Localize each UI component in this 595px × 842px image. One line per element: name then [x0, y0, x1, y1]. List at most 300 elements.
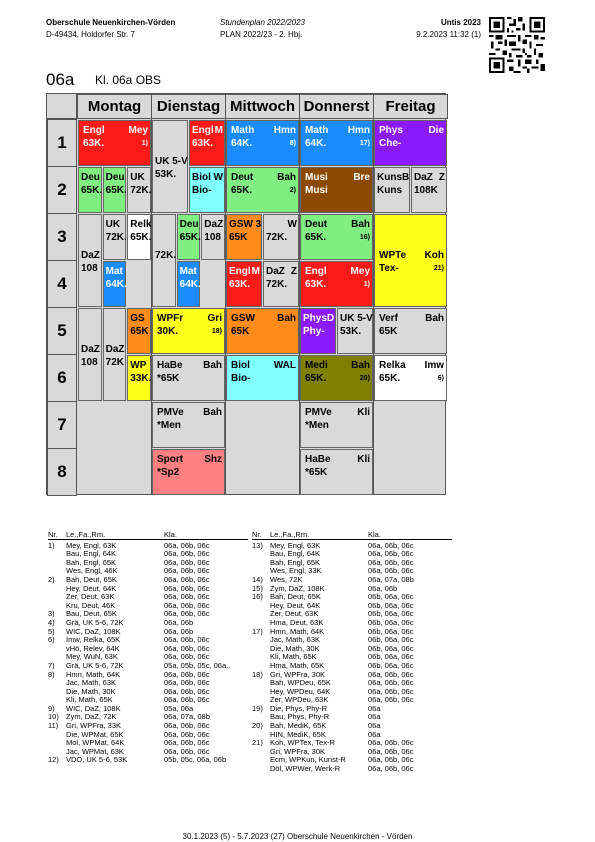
period-header: 3 — [47, 213, 77, 261]
legend-classes: 06a, 06b, 06c — [368, 738, 414, 748]
lesson-cell[interactable] — [152, 402, 225, 448]
legend-teacher: Jac, WPMat, 63K — [66, 746, 124, 756]
plan-period: PLAN 2022/23 - 2. Hbj. — [220, 30, 303, 39]
legend-nr: 12) — [48, 755, 59, 765]
legend-teacher: Zer, Deut, 63K — [66, 592, 115, 602]
legend-nr: 10) — [48, 712, 59, 722]
legend-header-classes: Kla. — [368, 530, 381, 539]
subject: Deu — [179, 219, 199, 230]
room: 53K. — [155, 169, 177, 180]
legend-header-nr: Nr. — [48, 530, 58, 539]
legend-classes: 06b, 06a, 06c — [368, 635, 414, 645]
legend-teacher: Grä, UK 5-6, 72K — [66, 660, 124, 670]
room: 108 — [204, 232, 221, 243]
lesson-cell[interactable] — [78, 120, 151, 166]
room: 64K. — [231, 138, 253, 149]
legend-nr: 3) — [48, 609, 55, 619]
legend-teacher: Jac, Math, 63K — [270, 635, 321, 645]
legend-nr: 13) — [252, 540, 263, 550]
subject: DaZ — [414, 172, 433, 183]
day-header: Freitag — [373, 94, 448, 119]
lesson-cell[interactable] — [374, 308, 447, 354]
legend-teacher: Bau, Phys, Phy-R — [270, 712, 330, 722]
lesson-cell[interactable] — [78, 167, 102, 213]
room: 65K. — [231, 185, 253, 196]
legend-teacher: Die, Math, 30K — [66, 686, 116, 696]
subject: DaZ — [81, 344, 100, 355]
subject: Deut — [305, 219, 328, 230]
legend-classes: 06a, 06b, 06c — [164, 635, 210, 645]
legend-classes: 05b, 05c, 06a, 06b — [164, 755, 227, 765]
subject: DaZ — [204, 219, 224, 230]
period-header: 7 — [47, 401, 77, 449]
lesson-cell[interactable] — [374, 355, 447, 401]
room: 33K. — [130, 373, 152, 384]
room: 65K. — [179, 232, 201, 243]
subject: Deu — [105, 172, 125, 183]
teacher: Imw — [424, 360, 444, 371]
legend-teacher: Hey, WPDeu, 64K — [270, 686, 331, 696]
legend-teacher: Die, Math, 30K — [270, 643, 320, 653]
legend-header-classes: Kla. — [164, 530, 177, 539]
lesson-cell[interactable] — [263, 214, 299, 260]
legend-teacher: Gri, WPFra, 30K — [270, 669, 326, 679]
plan-title: Stundenplan 2022/2023 — [220, 18, 305, 27]
legend-teacher: Kli, Math, 65K — [270, 652, 317, 662]
legend-right — [252, 531, 452, 774]
subject: Math — [231, 125, 255, 136]
legend-nr: 17) — [252, 626, 263, 636]
room: 64K. — [105, 279, 127, 290]
legend-classes: 06a, 06b, 06c — [368, 566, 414, 576]
legend-classes: 06a, 06b, 06c — [164, 609, 210, 619]
room: Tex- — [379, 263, 399, 274]
legend-nr: 5) — [48, 626, 55, 636]
legend-nr: 6) — [48, 635, 55, 645]
lesson-cell[interactable] — [300, 261, 373, 307]
legend-teacher: Gri, WPFra, 33K — [66, 721, 122, 731]
page-footer: 30.1.2023 (5) - 5.7.2023 (27) Oberschule Neuenkirchen - Vörden — [182, 832, 413, 841]
legend-classes: 06b, 06a, 06c — [368, 626, 414, 636]
room: *Men — [157, 420, 181, 431]
legend-teacher: Bah, Engl, 65K — [66, 557, 117, 567]
subject: WPTe — [379, 250, 407, 261]
legend-classes: 06a, 06b, 06c — [164, 746, 210, 756]
legend-nr: 7) — [48, 660, 55, 670]
legend-nr: 20) — [252, 721, 263, 731]
lesson-cell[interactable] — [226, 167, 299, 213]
lesson-cell[interactable] — [226, 355, 299, 401]
room: 65K — [231, 326, 250, 337]
legend-teacher: Imw, Relka, 65K — [66, 635, 121, 645]
legend-classes: 06a, 06b, 06c — [368, 557, 414, 567]
room: 72K. — [130, 185, 152, 196]
lesson-cell[interactable] — [78, 214, 102, 307]
period-header: 8 — [47, 448, 77, 496]
lesson-cell[interactable] — [300, 308, 336, 354]
legend-classes: 06b, 06a, 06c — [368, 609, 414, 619]
day-header: Montag — [77, 94, 152, 119]
lesson-cell[interactable] — [103, 261, 127, 307]
teacher: W — [213, 172, 223, 183]
subject: Engl — [229, 266, 251, 277]
legend-classes: 06a, 06b, 06c — [368, 678, 414, 688]
legend-nr: 11) — [48, 721, 59, 731]
subject: Medi — [305, 360, 328, 371]
room: 72K. — [266, 232, 288, 243]
subject: Deu — [81, 172, 100, 183]
subject: UK — [130, 172, 145, 183]
teacher: Bah — [277, 313, 296, 324]
subject: UK 5-V — [155, 156, 188, 167]
room: 63K. — [305, 279, 327, 290]
room: 64K. — [305, 138, 327, 149]
teacher: Bah — [351, 219, 370, 230]
legend-classes: 06a, 06b, 06c — [164, 695, 210, 705]
legend-nr: 18) — [252, 669, 263, 679]
subject: WP — [130, 360, 147, 371]
legend-classes: 06a, 06b, 06c — [164, 686, 210, 696]
legend-classes: 06a, 06b — [164, 626, 194, 636]
subject: Math — [305, 125, 329, 136]
subject: PMVe — [157, 407, 184, 418]
subject: HaBe — [305, 454, 331, 465]
period-header: 6 — [47, 354, 77, 402]
legend-teacher: WIC, DaZ, 108K — [66, 703, 121, 713]
subject: HaBe — [157, 360, 183, 371]
legend-teacher: Wes, Engl, 46K — [66, 566, 118, 576]
legend-teacher: Hey, Deut, 64K — [270, 600, 321, 610]
teacher: Die — [428, 125, 444, 136]
footnote-ref: 1) — [363, 281, 370, 288]
lesson-cell[interactable] — [152, 355, 225, 401]
teacher: Hmn — [273, 125, 296, 136]
qr-code-icon — [489, 17, 545, 73]
legend-nr: 2) — [48, 574, 55, 584]
legend-teacher: Bah, Deut, 65K — [66, 574, 117, 584]
legend-nr: 4) — [48, 617, 55, 627]
lesson-cell[interactable] — [300, 449, 373, 495]
legend-header-nr: Nr. — [252, 530, 262, 539]
legend-teacher: vHö, Relev, 64K — [66, 643, 120, 653]
legend-classes: 06a, 06b, 06c — [368, 686, 414, 696]
room: 65K — [130, 326, 149, 337]
legend-teacher: Koh, WPTex, Tex-R — [270, 738, 335, 748]
subject: DaZ — [266, 266, 285, 277]
legend-nr: 21) — [252, 738, 263, 748]
legend-teacher: Hma, Math, 65K — [270, 660, 325, 670]
room: Musi — [305, 185, 328, 196]
teacher: M — [214, 125, 223, 136]
legend-header-teacher: Le.,Fa.,Rm. — [270, 530, 310, 539]
room: Che- — [379, 138, 402, 149]
legend-classes: 06b, 06a, 06c — [368, 652, 414, 662]
legend-teacher: Hma, Deut, 63K — [270, 617, 324, 627]
legend-teacher: Mey, Engl, 63K — [270, 540, 321, 550]
legend-classes: 06a, 06b, 06c — [368, 669, 414, 679]
footnote-ref: 17) — [359, 140, 370, 147]
room: 53K. — [340, 326, 362, 337]
footnote-ref: 18) — [211, 328, 222, 335]
legend-classes: 06a, 06b, 06c — [368, 540, 414, 550]
lesson-cell[interactable] — [374, 167, 410, 213]
lesson-cell[interactable] — [226, 120, 299, 166]
footnote-ref: 8) — [289, 140, 296, 147]
subject: Phys — [303, 313, 327, 324]
room: 72K. — [266, 279, 288, 290]
lesson-cell[interactable] — [127, 167, 151, 213]
teacher: M — [251, 266, 260, 277]
lesson-cell[interactable] — [127, 308, 151, 354]
teacher: Kli — [357, 454, 370, 465]
teacher: W — [287, 219, 297, 230]
teacher: Z — [290, 266, 297, 277]
subject: Engl — [305, 266, 327, 277]
room: 65K. — [81, 185, 103, 196]
room: 72K. — [155, 250, 177, 261]
legend-teacher: Kli, Math, 65K — [66, 695, 113, 705]
legend-classes: 06a, 07a, 08b — [368, 574, 414, 584]
room: Bio- — [192, 185, 212, 196]
room: *Men — [305, 420, 329, 431]
subject: GSW 3 — [229, 219, 262, 230]
legend-classes: 06a, 06b — [368, 583, 398, 593]
legend-classes: 06a, 06b, 06c — [164, 600, 210, 610]
legend-teacher: Kru, Deut, 46K — [66, 600, 116, 610]
subject: GS — [130, 313, 145, 324]
day-header: Donnerst — [299, 94, 374, 119]
lesson-cell[interactable] — [226, 308, 299, 354]
lesson-cell[interactable] — [103, 308, 127, 401]
legend-teacher: Bau, Deut, 65K — [66, 609, 117, 619]
legend-classes: 06a, 06b, 06c — [164, 652, 210, 662]
subject: Biol — [192, 172, 211, 183]
school-address: D-49434, Holdorfer Str. 7 — [46, 30, 135, 39]
legend-classes: 06a, 06b, 06c — [368, 746, 414, 756]
legend-nr: 16) — [252, 592, 263, 602]
subject: DaZ — [105, 344, 125, 355]
legend-nr: 8) — [48, 669, 55, 679]
subject: Mat — [105, 266, 123, 277]
legend-classes: 06b, 06a, 06c — [368, 660, 414, 670]
period-header: 4 — [47, 260, 77, 308]
lesson-cell[interactable] — [300, 402, 373, 448]
teacher: Mey — [350, 266, 370, 277]
subject: Engl — [83, 125, 105, 136]
room: *65K — [305, 467, 328, 478]
footnote-ref: 20) — [359, 375, 370, 382]
print-datetime: 9.2.2023 11:32 (1) — [416, 30, 481, 39]
legend-classes: 06b, 06a, 06c — [368, 600, 414, 610]
legend-nr: 15) — [252, 583, 263, 593]
room: 65K — [379, 326, 398, 337]
room: 65K. — [105, 185, 127, 196]
legend-teacher: Döl, WPWer, Werk-R — [270, 764, 341, 774]
legend-header-teacher: Le.,Fa.,Rm. — [66, 530, 106, 539]
legend-row — [252, 765, 452, 774]
legend-nr: 1) — [48, 540, 55, 550]
lesson-cell[interactable] — [300, 355, 373, 401]
lesson-cell[interactable] — [127, 214, 151, 260]
legend-teacher: Zer, Deut, 63K — [270, 609, 319, 619]
legend-classes: 06b, 06a, 06c — [368, 617, 414, 627]
lesson-cell[interactable] — [226, 261, 262, 307]
subject: Relk — [130, 219, 152, 230]
legend-nr: 19) — [252, 703, 263, 713]
legend-teacher: Ecm, WPKun, Kunst-R — [270, 755, 346, 765]
legend-teacher: Die, Phys, Phy-R — [270, 703, 328, 713]
legend-classes: 06a, 06b, 06c — [368, 755, 414, 765]
school-name: Oberschule Neuenkirchen-Vörden — [46, 18, 176, 27]
room: 108 — [81, 263, 98, 274]
subject: Biol — [231, 360, 250, 371]
footnote-ref: 21) — [433, 265, 444, 272]
subject: KunsB — [377, 172, 410, 183]
room: 65K — [229, 232, 248, 243]
room: Phy- — [303, 326, 325, 337]
teacher: Kli — [357, 407, 370, 418]
teacher: Bah — [425, 313, 444, 324]
room: 63K. — [229, 279, 251, 290]
subject: GSW — [231, 313, 255, 324]
legend-teacher: VDO, UK 5-6, 53K — [66, 755, 128, 765]
legend-classes: 05a, 05b, 05c, 06a.. — [164, 660, 231, 670]
legend-classes: 06a, 06b, 06c — [164, 721, 210, 731]
legend-teacher: Hey, Deut, 64K — [66, 583, 117, 593]
lesson-cell[interactable] — [177, 214, 201, 260]
room: *65K — [157, 373, 180, 384]
legend-teacher: Zer, WPDeu, 63K — [270, 695, 329, 705]
subject: Musi — [305, 172, 328, 183]
footnote-ref: 6) — [437, 375, 444, 382]
legend-teacher: Mey, WuN, 63K — [66, 652, 118, 662]
teacher: Mey — [128, 125, 148, 136]
lesson-cell[interactable] — [226, 214, 262, 260]
subject: Deut — [231, 172, 254, 183]
teacher: Bah — [351, 360, 370, 371]
teacher: Gri — [207, 313, 222, 324]
legend-classes: 06a, 06b, 06c — [164, 540, 210, 550]
lesson-cell[interactable] — [78, 308, 102, 401]
lesson-cell[interactable] — [189, 120, 225, 166]
subject: Sport — [157, 454, 184, 465]
lesson-cell[interactable] — [300, 214, 373, 260]
timetable-grid — [46, 93, 446, 495]
legend-teacher: Gri, WPFra, 30K — [270, 746, 326, 756]
legend-classes: 06a — [368, 729, 381, 739]
teacher: Bre — [353, 172, 370, 183]
lesson-cell[interactable] — [300, 120, 373, 166]
teacher: Bah — [277, 172, 296, 183]
legend-classes: 06a, 06b, 06c — [164, 678, 210, 688]
lesson-cell[interactable] — [103, 167, 127, 213]
subject: Phys — [379, 125, 403, 136]
subject: Engl — [192, 125, 214, 136]
legend-classes: 06a, 06b, 06c — [368, 549, 414, 559]
room: 65K. — [305, 232, 327, 243]
teacher: WAL — [273, 360, 296, 371]
period-header: 1 — [47, 119, 77, 167]
day-header: Mittwoch — [225, 94, 300, 119]
room: 72K — [105, 357, 124, 368]
legend-classes: 06a, 06b, 06c — [164, 549, 210, 559]
lesson-cell[interactable] — [152, 120, 188, 213]
lesson-cell[interactable] — [189, 167, 225, 213]
lesson-cell[interactable] — [374, 120, 447, 166]
legend-classes: 06b, 06a, 06c — [368, 592, 414, 602]
legend-classes: 06a, 06b, 06c — [164, 729, 210, 739]
teacher: Bah — [203, 360, 222, 371]
subject: Mat — [179, 266, 197, 277]
lesson-cell[interactable] — [201, 214, 225, 260]
legend-classes: 06a, 06b — [164, 617, 194, 627]
legend-row — [48, 756, 248, 765]
legend-classes: 06a — [368, 703, 381, 713]
lesson-cell[interactable] — [127, 355, 151, 401]
subject: PMVe — [305, 407, 332, 418]
lesson-cell[interactable] — [152, 308, 225, 354]
legend-classes: 05a, 06a — [164, 703, 194, 713]
lesson-cell[interactable] — [263, 261, 299, 307]
room: 63K. — [83, 138, 105, 149]
room: *Sp2 — [157, 467, 180, 478]
legend-teacher: Bau, Engl, 64K — [270, 549, 321, 559]
lesson-cell[interactable] — [337, 308, 373, 354]
legend-teacher: Hmn, Math, 64K — [66, 669, 121, 679]
room: 72K. — [105, 232, 127, 243]
software-name: Untis 2023 — [440, 18, 481, 27]
legend-classes: 06a, 07a, 08b — [164, 712, 210, 722]
subject: Verf — [379, 313, 398, 324]
lesson-cell[interactable] — [300, 167, 373, 213]
room: Kuns — [377, 185, 402, 196]
subject: UK 5-V — [340, 313, 373, 324]
legend-teacher: Grä, UK 5-6, 72K — [66, 617, 124, 627]
legend-classes: 06a, 06b, 06c — [368, 695, 414, 705]
teacher: Shz — [204, 454, 222, 465]
subject: WPFr — [157, 313, 184, 324]
legend-classes: 06a, 06b, 06c — [164, 738, 210, 748]
legend-teacher: Bau, Engl, 64K — [66, 549, 117, 559]
legend-teacher: Bah, Deut, 65K — [270, 592, 321, 602]
legend-classes: 06b, 06a, 06c — [368, 643, 414, 653]
day-header: Dienstag — [151, 94, 226, 119]
lesson-cell[interactable] — [411, 167, 447, 213]
legend-left — [48, 531, 248, 765]
legend-teacher: Mol, WPMat, 64K — [66, 738, 125, 748]
teacher: Z — [438, 172, 445, 183]
legend-classes: 06a, 06b, 06c — [164, 583, 210, 593]
legend-nr: 14) — [252, 574, 263, 584]
room: 65K. — [305, 373, 327, 384]
legend-nr: 9) — [48, 703, 55, 713]
legend-teacher: WIC, DaZ, 108K — [66, 626, 121, 636]
legend-classes: 06a, 06b, 06c — [164, 643, 210, 653]
lesson-cell[interactable] — [152, 449, 225, 495]
room: 108 — [81, 357, 98, 368]
footnote-ref: 16) — [359, 234, 370, 241]
lesson-cell[interactable] — [374, 214, 447, 307]
lesson-cell[interactable] — [103, 214, 127, 260]
lesson-cell[interactable] — [152, 214, 176, 307]
subject: UK — [105, 219, 121, 230]
period-header: 5 — [47, 307, 77, 355]
legend-classes: 06a — [368, 712, 381, 722]
subject: Relka — [379, 360, 406, 371]
legend-teacher: Zym, DaZ, 108K — [270, 583, 325, 593]
lesson-cell[interactable] — [177, 261, 201, 307]
footnote-ref: 1) — [141, 140, 148, 147]
